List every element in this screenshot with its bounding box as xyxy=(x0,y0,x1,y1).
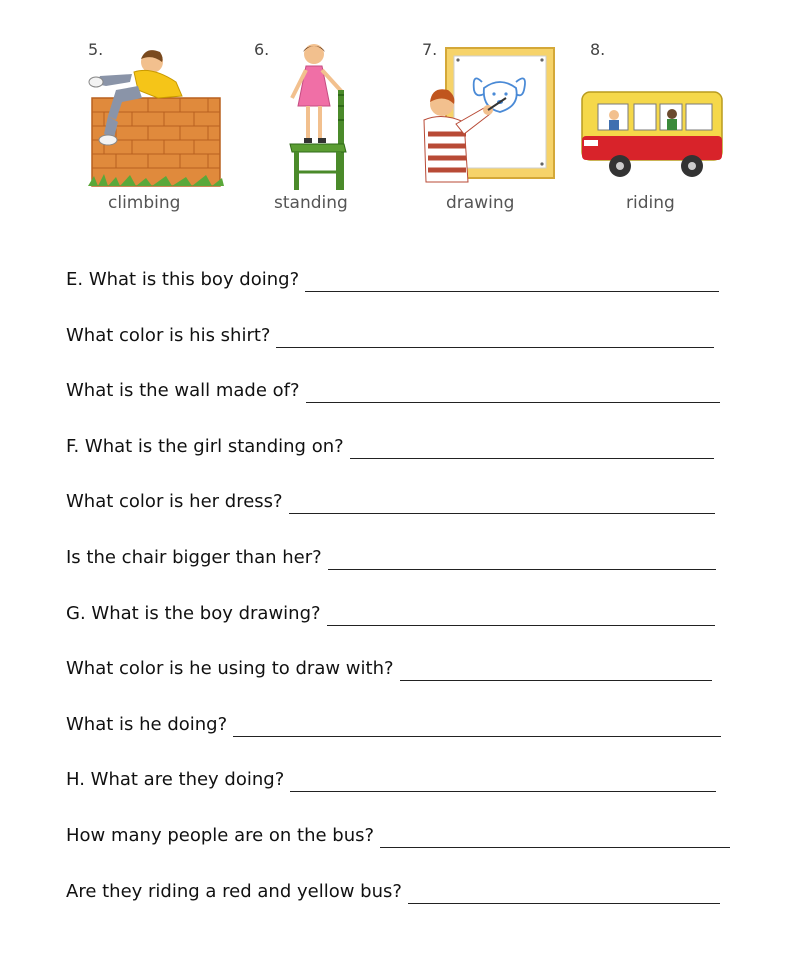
question-text: What color is her dress? xyxy=(66,491,283,512)
boy-climbing-wall-illustration xyxy=(86,46,226,191)
answer-line[interactable] xyxy=(408,881,720,904)
picture-number: 7. xyxy=(422,40,438,59)
answer-line[interactable] xyxy=(276,325,714,348)
answer-line[interactable] xyxy=(350,436,714,459)
answer-line[interactable] xyxy=(290,769,716,792)
question-people-on-bus xyxy=(66,818,730,848)
picture-standing xyxy=(252,38,412,228)
answer-line[interactable] xyxy=(289,491,715,514)
answer-line[interactable] xyxy=(400,658,712,681)
picture-number: 5. xyxy=(88,40,104,59)
picture-caption: drawing xyxy=(446,193,515,213)
question-he-doing xyxy=(66,707,721,737)
picture-caption: standing xyxy=(274,193,348,213)
question-text: What is the wall made of? xyxy=(66,380,300,401)
picture-number: 8. xyxy=(590,40,606,59)
question-text: Are they riding a red and yellow bus? xyxy=(66,881,402,902)
picture-riding xyxy=(582,38,742,228)
answer-line[interactable] xyxy=(380,825,730,848)
bus-illustration xyxy=(580,88,726,188)
question-text: What color is his shirt? xyxy=(66,325,271,346)
question-h-they-doing xyxy=(66,762,716,792)
question-g-boy-drawing xyxy=(66,596,715,626)
picture-number: 6. xyxy=(254,40,270,59)
question-shirt-color xyxy=(66,318,714,348)
picture-caption: climbing xyxy=(108,193,181,213)
answer-line[interactable] xyxy=(328,547,716,570)
answer-line[interactable] xyxy=(306,380,720,403)
answer-line[interactable] xyxy=(305,269,719,292)
question-text: E. What is this boy doing? xyxy=(66,269,300,290)
question-e-boy-doing xyxy=(66,262,719,292)
picture-caption: riding xyxy=(626,193,675,213)
boy-drawing-dog-illustration xyxy=(420,42,560,192)
question-text: What color is he using to draw with? xyxy=(66,658,394,679)
question-dress-color xyxy=(66,484,715,514)
picture-drawing xyxy=(420,38,580,228)
question-text: Is the chair bigger than her? xyxy=(66,547,322,568)
question-text: How many people are on the bus? xyxy=(66,825,375,846)
question-chair-bigger xyxy=(66,540,716,570)
question-text: What is he doing? xyxy=(66,714,228,735)
answer-line[interactable] xyxy=(327,603,715,626)
picture-climbing xyxy=(84,38,244,228)
question-red-yellow-bus xyxy=(66,874,720,904)
answer-line[interactable] xyxy=(233,714,721,737)
question-wall-material xyxy=(66,373,720,403)
question-draw-color xyxy=(66,651,712,681)
question-text: H. What are they doing? xyxy=(66,769,285,790)
question-text: G. What is the boy drawing? xyxy=(66,603,321,624)
girl-standing-on-chair-illustration xyxy=(278,40,378,190)
question-f-girl-standing-on xyxy=(66,429,714,459)
question-text: F. What is the girl standing on? xyxy=(66,436,344,457)
